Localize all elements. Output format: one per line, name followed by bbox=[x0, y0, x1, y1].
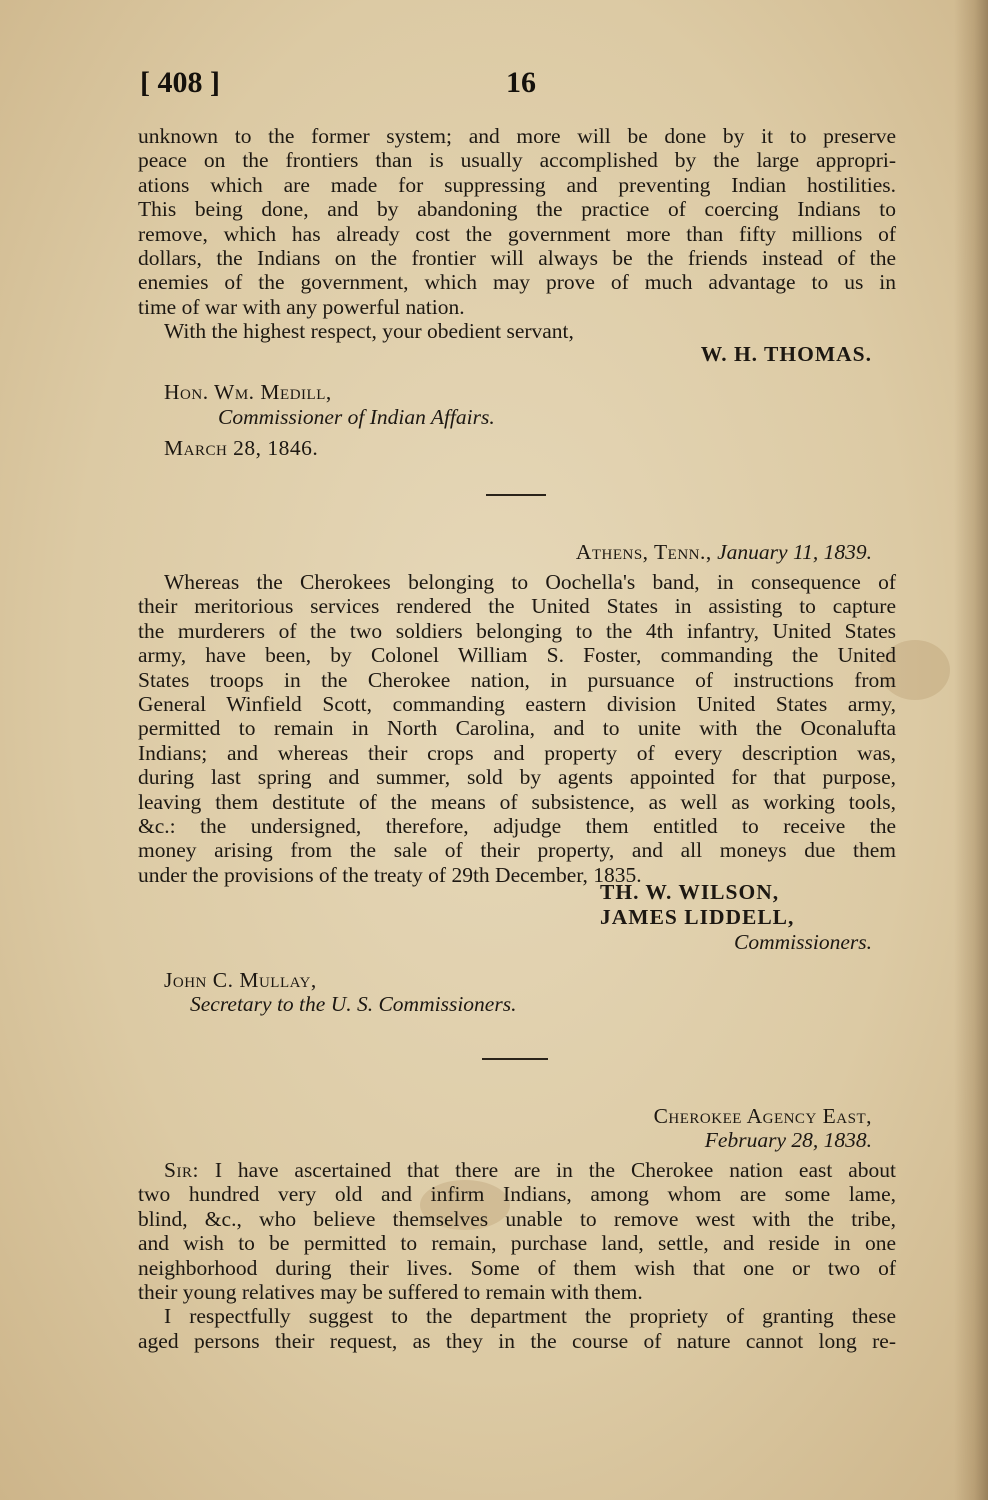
agency-place: Cherokee Agency East, bbox=[653, 1104, 872, 1128]
secretary-title: Secretary to the U. S. Commissioners. bbox=[190, 992, 517, 1016]
signer-liddell: JAMES LIDDELL, bbox=[600, 905, 795, 929]
text-line: This being done, and by abandoning the practice of coercing Indians to bbox=[138, 197, 896, 222]
signature-thomas: W. H. THOMAS. bbox=[700, 342, 872, 366]
text-line bbox=[138, 1158, 896, 1182]
addressee-title: Commissioner of Indian Affairs. bbox=[218, 405, 495, 429]
athens-place: Athens, Tenn., bbox=[575, 540, 712, 564]
salutation: Sir: bbox=[164, 1158, 199, 1182]
section-divider bbox=[486, 494, 546, 496]
text-line: peace on the frontiers than is usually accomplished by the large appropri- bbox=[138, 148, 896, 173]
text-line: neighborhood during their lives. Some of them wish that one or two of bbox=[138, 1255, 896, 1280]
text-line: their young relatives may be suffered to remain with them. bbox=[138, 1280, 643, 1305]
text-line: blind, &c., who believe themselves unable to remove west with the tribe, bbox=[138, 1206, 896, 1231]
text-line: unknown to the former system; and more will be done by it to preserve bbox=[138, 124, 896, 148]
athens-date: January 11, 1839. bbox=[717, 540, 872, 564]
text-line: I respectfully suggest to the department the propriety of granting these bbox=[164, 1304, 896, 1329]
closing-line: With the highest respect, your obedient servant, bbox=[164, 319, 574, 344]
signer-role: Commissioners. bbox=[734, 930, 872, 954]
text-line: General Winfield Scott, commanding eastern division United States army, bbox=[138, 692, 896, 717]
letter-date: March 28, 1846. bbox=[164, 436, 319, 460]
text-line: dollars, the Indians on the frontier will always be the friends instead of the bbox=[138, 246, 896, 271]
section-divider bbox=[482, 1058, 548, 1060]
text-line: leaving them destitute of the means of subsistence, as well as working tools, bbox=[138, 789, 896, 814]
text-line: enemies of the government, which may prove of much advantage to us in bbox=[138, 270, 896, 295]
text-span: I have ascertained that there are in the Cherokee nation east about bbox=[198, 1158, 896, 1182]
athens-body bbox=[138, 570, 896, 887]
page-number: 16 bbox=[506, 66, 536, 99]
text-line: &c.: the undersigned, therefore, adjudge them entitled to receive the bbox=[138, 814, 896, 839]
text-line: two hundred very old and infirm Indians, among whom are some lame, bbox=[138, 1182, 896, 1207]
secretary-name: John C. Mullay, bbox=[164, 968, 317, 992]
athens-dateline bbox=[138, 540, 872, 564]
text-line: the murderers of the two soldiers belonging to the 4th infantry, United States bbox=[138, 618, 896, 643]
text-line: their meritorious services rendered the United States in assisting to capture bbox=[138, 594, 896, 619]
text-line: money arising from the sale of their property, and all moneys due them bbox=[138, 838, 896, 863]
text-line: time of war with any powerful nation. bbox=[138, 294, 465, 319]
text-line: ations which are made for suppressing and preventing Indian hostilities. bbox=[138, 172, 896, 197]
text-line: and wish to be permitted to remain, purchase land, settle, and reside in one bbox=[138, 1231, 896, 1256]
text-line: States troops in the Cherokee nation, in pursuance of instructions from bbox=[138, 667, 896, 692]
thomas-letter-body bbox=[138, 124, 896, 344]
text-line: during last spring and summer, sold by agents appointed for that purpose, bbox=[138, 765, 896, 790]
agency-date: February 28, 1838. bbox=[704, 1128, 872, 1152]
addressee-name: Hon. Wm. Medill, bbox=[164, 380, 332, 404]
page-edge-shadow bbox=[954, 0, 988, 1500]
agency-body bbox=[138, 1158, 896, 1353]
text-line: permitted to remain in North Carolina, and to unite with the Oconalufta bbox=[138, 716, 896, 741]
bracket-page-number: [ 408 ] bbox=[140, 66, 220, 99]
text-line: army, have been, by Colonel William S. Foster, commanding the United bbox=[138, 643, 896, 668]
text-line: aged persons their request, as they in the course of nature cannot long re- bbox=[138, 1328, 896, 1353]
signer-wilson: TH. W. WILSON, bbox=[600, 880, 780, 904]
text-line: remove, which has already cost the government more than fifty millions of bbox=[138, 221, 896, 246]
text-line: Indians; and whereas their crops and property of every description was, bbox=[138, 740, 896, 765]
text-line: under the provisions of the treaty of 29th December, 1835. bbox=[138, 862, 642, 887]
text-line: Whereas the Cherokees belonging to Oochella's band, in consequence of bbox=[164, 570, 896, 594]
